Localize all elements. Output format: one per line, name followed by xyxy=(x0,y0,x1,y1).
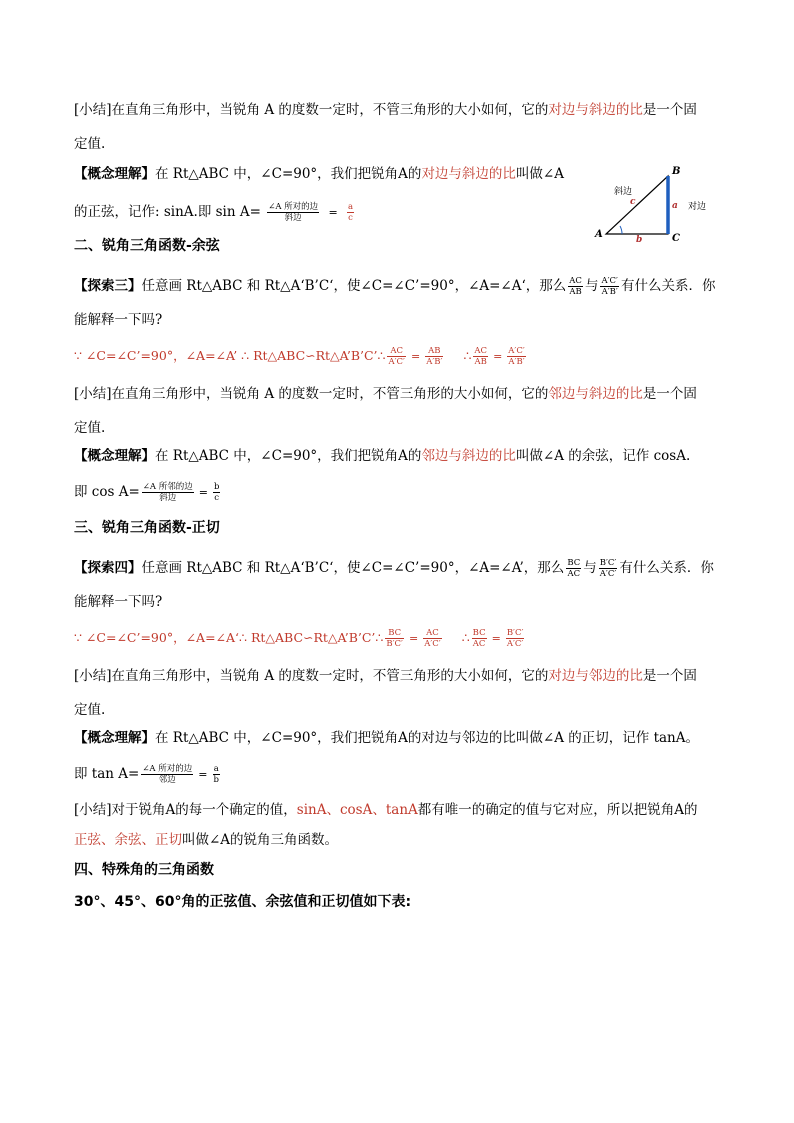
fraction: $\frac{\text{∠A 所对的边}}{\text{邻边}}$ xyxy=(142,764,193,785)
vertex-a: A xyxy=(595,229,603,240)
sine-definition: 的正弦，记作: sinA.即 sin A= $\frac{\text{∠A 所对的边}}{\text{斜边}}$ = $\frac{a}{c}$ xyxy=(74,202,354,223)
side-c: c xyxy=(630,197,636,207)
vertex-b: B xyxy=(672,166,681,177)
cosine-definition: 即 cos A= $\frac{\text{∠A 所邻的边}}{\text{斜边}}$ = $\frac{b}{c}$ xyxy=(74,482,220,503)
explore-three-cont: 能解释一下吗? xyxy=(74,312,163,328)
side-a: a xyxy=(672,201,678,211)
fraction: $\frac{A'C'}{A'B'}$ xyxy=(601,276,618,297)
fraction: $\frac{BC}{AC}$ xyxy=(567,558,581,579)
fraction: $\frac{\text{∠A 所对的边}}{\text{斜边}}$ xyxy=(268,202,319,223)
side-b: b xyxy=(636,235,643,244)
highlight: 对边与斜边的比 xyxy=(421,166,516,182)
section-heading: 四、特殊角的三角函数 xyxy=(74,862,214,878)
fraction: $\frac{AC}{A'C'}$ xyxy=(424,628,441,649)
highlight: sinA、cosA、tanA xyxy=(296,802,418,818)
fraction: $\frac{b}{c}$ xyxy=(213,482,220,503)
cosine-summary: [小结]在直角三角形中，当锐角 A 的度数一定时，不管三角形的大小如何，它的邻边与斜边的比是一个固 xyxy=(74,386,697,402)
highlight: 邻边与斜边的比 xyxy=(421,448,516,464)
explore-four: 【探索四】任意画 Rt△ABC 和 Rt△A‘B’C‘，使∠C=∠C’=90°，∠A=∠A’，那么 $\frac{BC}{AC}$ 与 $\frac{B'C'}{A'C'}$ 有什么关系．你 xyxy=(74,558,714,579)
section-heading: 二、锐角三角函数-余弦 xyxy=(74,238,220,254)
fraction: $\frac{BC}{B'C'}$ xyxy=(386,628,403,649)
fraction: $\frac{BC}{AC}$ xyxy=(472,628,486,649)
sine-concept: 【概念理解】在 Rt△ABC 中，∠C=90°，我们把锐角A的对边与斜边的比叫做∠A xyxy=(74,166,564,182)
highlight: 邻边与斜边的比 xyxy=(548,386,643,402)
fraction: $\frac{AB}{A'B'}$ xyxy=(426,346,443,367)
fraction: $\frac{A'C'}{A'B'}$ xyxy=(508,346,525,367)
explore-three: 【探索三】任意画 Rt△ABC 和 Rt△A‘B’C‘，使∠C=∠C’=90°，∠A=∠A‘，那么 $\frac{AC}{AB}$ 与 $\frac{A'C'}{A'B'}$ 有什么关系．你 xyxy=(74,276,716,297)
fraction: $\frac{a}{b}$ xyxy=(213,764,219,785)
fraction: $\frac{AC}{AB}$ xyxy=(569,276,582,297)
tangent-summary-cont: 定值. xyxy=(74,702,106,718)
sine-summary-cont: 定值. xyxy=(74,136,106,152)
overall-summary-cont: 正弦、余弦、正切叫做∠A的锐角三角函数。 xyxy=(74,832,339,848)
opposite-label: 对边 xyxy=(688,202,707,212)
fraction: $\frac{AC}{AB}$ xyxy=(474,346,488,367)
fraction: $\frac{\text{∠A 所邻的边}}{\text{斜边}}$ xyxy=(142,482,193,503)
fraction: $\frac{AC}{A'C'}$ xyxy=(388,346,405,367)
tangent-concept: 【概念理解】在 Rt△ABC 中，∠C=90°，我们把锐角A的对边与邻边的比叫做∠A 的正切，记作 tanA。 xyxy=(74,730,699,746)
fraction: $\frac{B'C'}{A'C'}$ xyxy=(599,558,617,579)
section-heading: 三、锐角三角函数-正切 xyxy=(74,520,220,536)
tangent-reasoning: ∵ ∠C=∠C’=90°，∠A=∠A‘∴ Rt△ABC∽Rt△A’B’C’∴ $\frac{BC}{B'C'}$ = $\frac{AC}{A'C'}$ ∴ $\frac{BC}{AC}$ = $\frac{B'C'}{A'C'}$ xyxy=(74,628,524,649)
cosine-concept: 【概念理解】在 Rt△ABC 中，∠C=90°，我们把锐角A的邻边与斜边的比叫做∠A 的余弦，记作 cosA. xyxy=(74,448,691,464)
highlight: 对边与斜边的比 xyxy=(548,102,643,118)
hypotenuse-label: 斜边 xyxy=(614,187,633,197)
explore-four-cont: 能解释一下吗? xyxy=(74,594,163,610)
vertex-c: C xyxy=(672,233,680,244)
cosine-reasoning: ∵ ∠C=∠C’=90°，∠A=∠A’ ∴ Rt△ABC∽Rt△A’B’C’∴ $\frac{AC}{A'C'}$ = $\frac{AB}{A'B'}$ ∴ $\frac{AC}{AB}$ = $\frac{A'C'}{A'B'}$ xyxy=(74,346,525,367)
right-triangle-diagram xyxy=(592,162,724,244)
highlight: 对边与邻边的比 xyxy=(548,668,643,684)
overall-summary: [小结]对于锐角A的每一个确定的值，sinA、cosA、tanA都有唯一的确定的值与它对应，所以把锐角A的 xyxy=(74,802,698,818)
cosine-summary-cont: 定值. xyxy=(74,420,106,436)
tangent-summary: [小结]在直角三角形中，当锐角 A 的度数一定时，不管三角形的大小如何，它的对边与邻边的比是一个固 xyxy=(74,668,697,684)
highlight: 正弦、余弦、正切 xyxy=(74,832,182,848)
tangent-definition: 即 tan A= $\frac{\text{∠A 所对的边}}{\text{邻边}}$ = $\frac{a}{b}$ xyxy=(74,764,219,785)
special-intro: 30°、45°、60°角的正弦值、余弦值和正切值如下表: xyxy=(74,894,412,910)
fraction: $\frac{B'C'}{A'C'}$ xyxy=(506,628,524,649)
fraction: $\frac{a}{c}$ xyxy=(347,202,354,223)
sine-summary: [小结]在直角三角形中，当锐角 A 的度数一定时，不管三角形的大小如何，它的对边与斜边的比是一个固 xyxy=(74,102,697,118)
